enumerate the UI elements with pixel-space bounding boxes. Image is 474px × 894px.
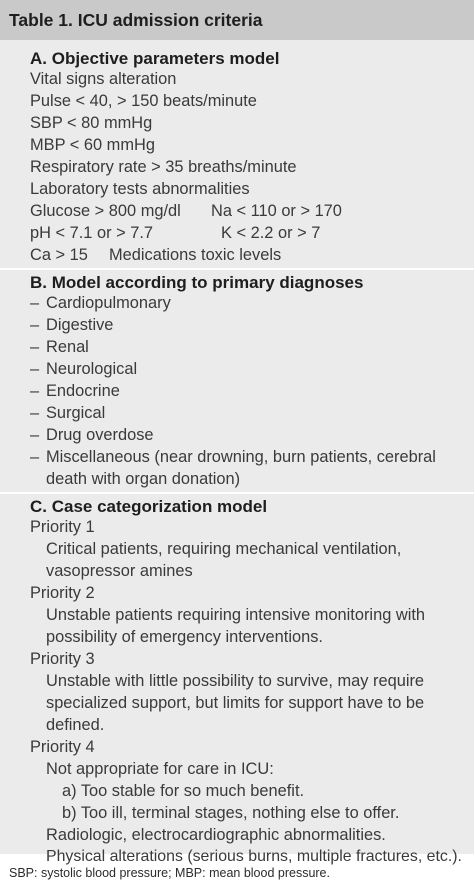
table-body: A. Objective parameters model Vital signs alteration Pulse < 40, > 150 beats/minute SBP < 80 mmHg MBP < 60 mmHg Respiratory rate > 35 breaths/minute Laboratory tests abnormalities Glucose > 800 mg/dl Na < 110 or > 170 pH < 7.1 or > 7.7 K < 2.2 or > 7 Ca > 15 Medications toxic levels B. Model according to primary diagnoses – Cardiopulmonary – Digestive – Renal – Neurological – Endocrine – Surgical – Drug overdose – Miscellaneous (near drowning, burn patients, cerebral death with organ donation) C. Case categorization model Priority 1 Critical patients, requiring mechanical ventilation, vasopressor amines Priority 2 Unstable patients requiring intensive monitoring with possibility of emergency interventions. Priority 3 Unstable with little possibility to survive, may require specialized support, but limits for support have to be defined. Priority 4 Not appropriate for care in ICU: a) Too stable for so much benefit. b) Too ill, terminal stages, nothing else to offer. Radiologic, electrocardiographic abnormalities. Physical alterations (serious burns, multiple fractures, etc.). [0, 40, 474, 854]
table-footnote: SBP: systolic blood pressure; MBP: mean blood pressure. [9, 866, 330, 880]
lab-row-1-right: Na < 110 or > 170 [211, 202, 342, 220]
dash-marker: – [30, 360, 40, 378]
lab-row-3-left: Ca > 15 [30, 246, 88, 264]
section-a-line: Laboratory tests abnormalities [30, 180, 250, 198]
lab-row-3-right: Medications toxic levels [109, 246, 282, 264]
section-a-heading: A. Objective parameters model [30, 49, 280, 68]
priority-3-text: defined. [46, 716, 105, 734]
priority-3-label: Priority 3 [30, 650, 95, 668]
section-b-heading: B. Model according to primary diagnoses [30, 273, 364, 292]
priority-1-label: Priority 1 [30, 518, 95, 536]
lab-row-1-left: Glucose > 800 mg/dl [30, 202, 181, 220]
dash-marker: – [30, 426, 40, 444]
section-divider [0, 492, 474, 494]
priority-4-text: Physical alterations (serious burns, multiple fractures, etc.). [46, 848, 462, 865]
lab-row-2-right: K < 2.2 or > 7 [221, 224, 321, 242]
priority-2-text: possibility of emergency interventions. [46, 628, 323, 646]
priority-1-text: Critical patients, requiring mechanical ventilation, [46, 540, 402, 558]
dash-marker: – [30, 448, 40, 466]
priority-4-intro: Not appropriate for care in ICU: [46, 760, 274, 778]
priority-2-label: Priority 2 [30, 584, 95, 602]
section-divider [0, 268, 474, 270]
section-a-line: Pulse < 40, > 150 beats/minute [30, 92, 257, 110]
table-title: Table 1. ICU admission criteria [0, 0, 474, 40]
section-a-line: SBP < 80 mmHg [30, 114, 153, 132]
section-a-line: MBP < 60 mmHg [30, 136, 155, 154]
section-a-line: Respiratory rate > 35 breaths/minute [30, 158, 297, 176]
section-c-heading: C. Case categorization model [30, 497, 268, 516]
lab-row-2-left: pH < 7.1 or > 7.7 [30, 224, 154, 242]
dash-marker: – [30, 382, 40, 400]
dash-marker: – [30, 316, 40, 334]
priority-3-text: specialized support, but limits for support have to be [46, 694, 425, 712]
priority-4-sub: b) Too ill, terminal stages, nothing else to offer. [62, 804, 400, 822]
priority-1-text: vasopressor amines [46, 562, 193, 580]
priority-4-text: Radiologic, electrocardiographic abnormalities. [46, 826, 386, 844]
priority-4-label: Priority 4 [30, 738, 95, 756]
priority-2-text: Unstable patients requiring intensive monitoring with [46, 606, 426, 624]
priority-3-text: Unstable with little possibility to survive, may require [46, 672, 425, 690]
dash-marker: – [30, 338, 40, 356]
priority-4-sub: a) Too stable for so much benefit. [62, 782, 305, 800]
section-a-line: Vital signs alteration [30, 70, 177, 88]
dash-marker: – [30, 404, 40, 422]
diagnosis-item-continued: death with organ donation) [46, 470, 241, 488]
dash-marker: – [30, 294, 40, 312]
